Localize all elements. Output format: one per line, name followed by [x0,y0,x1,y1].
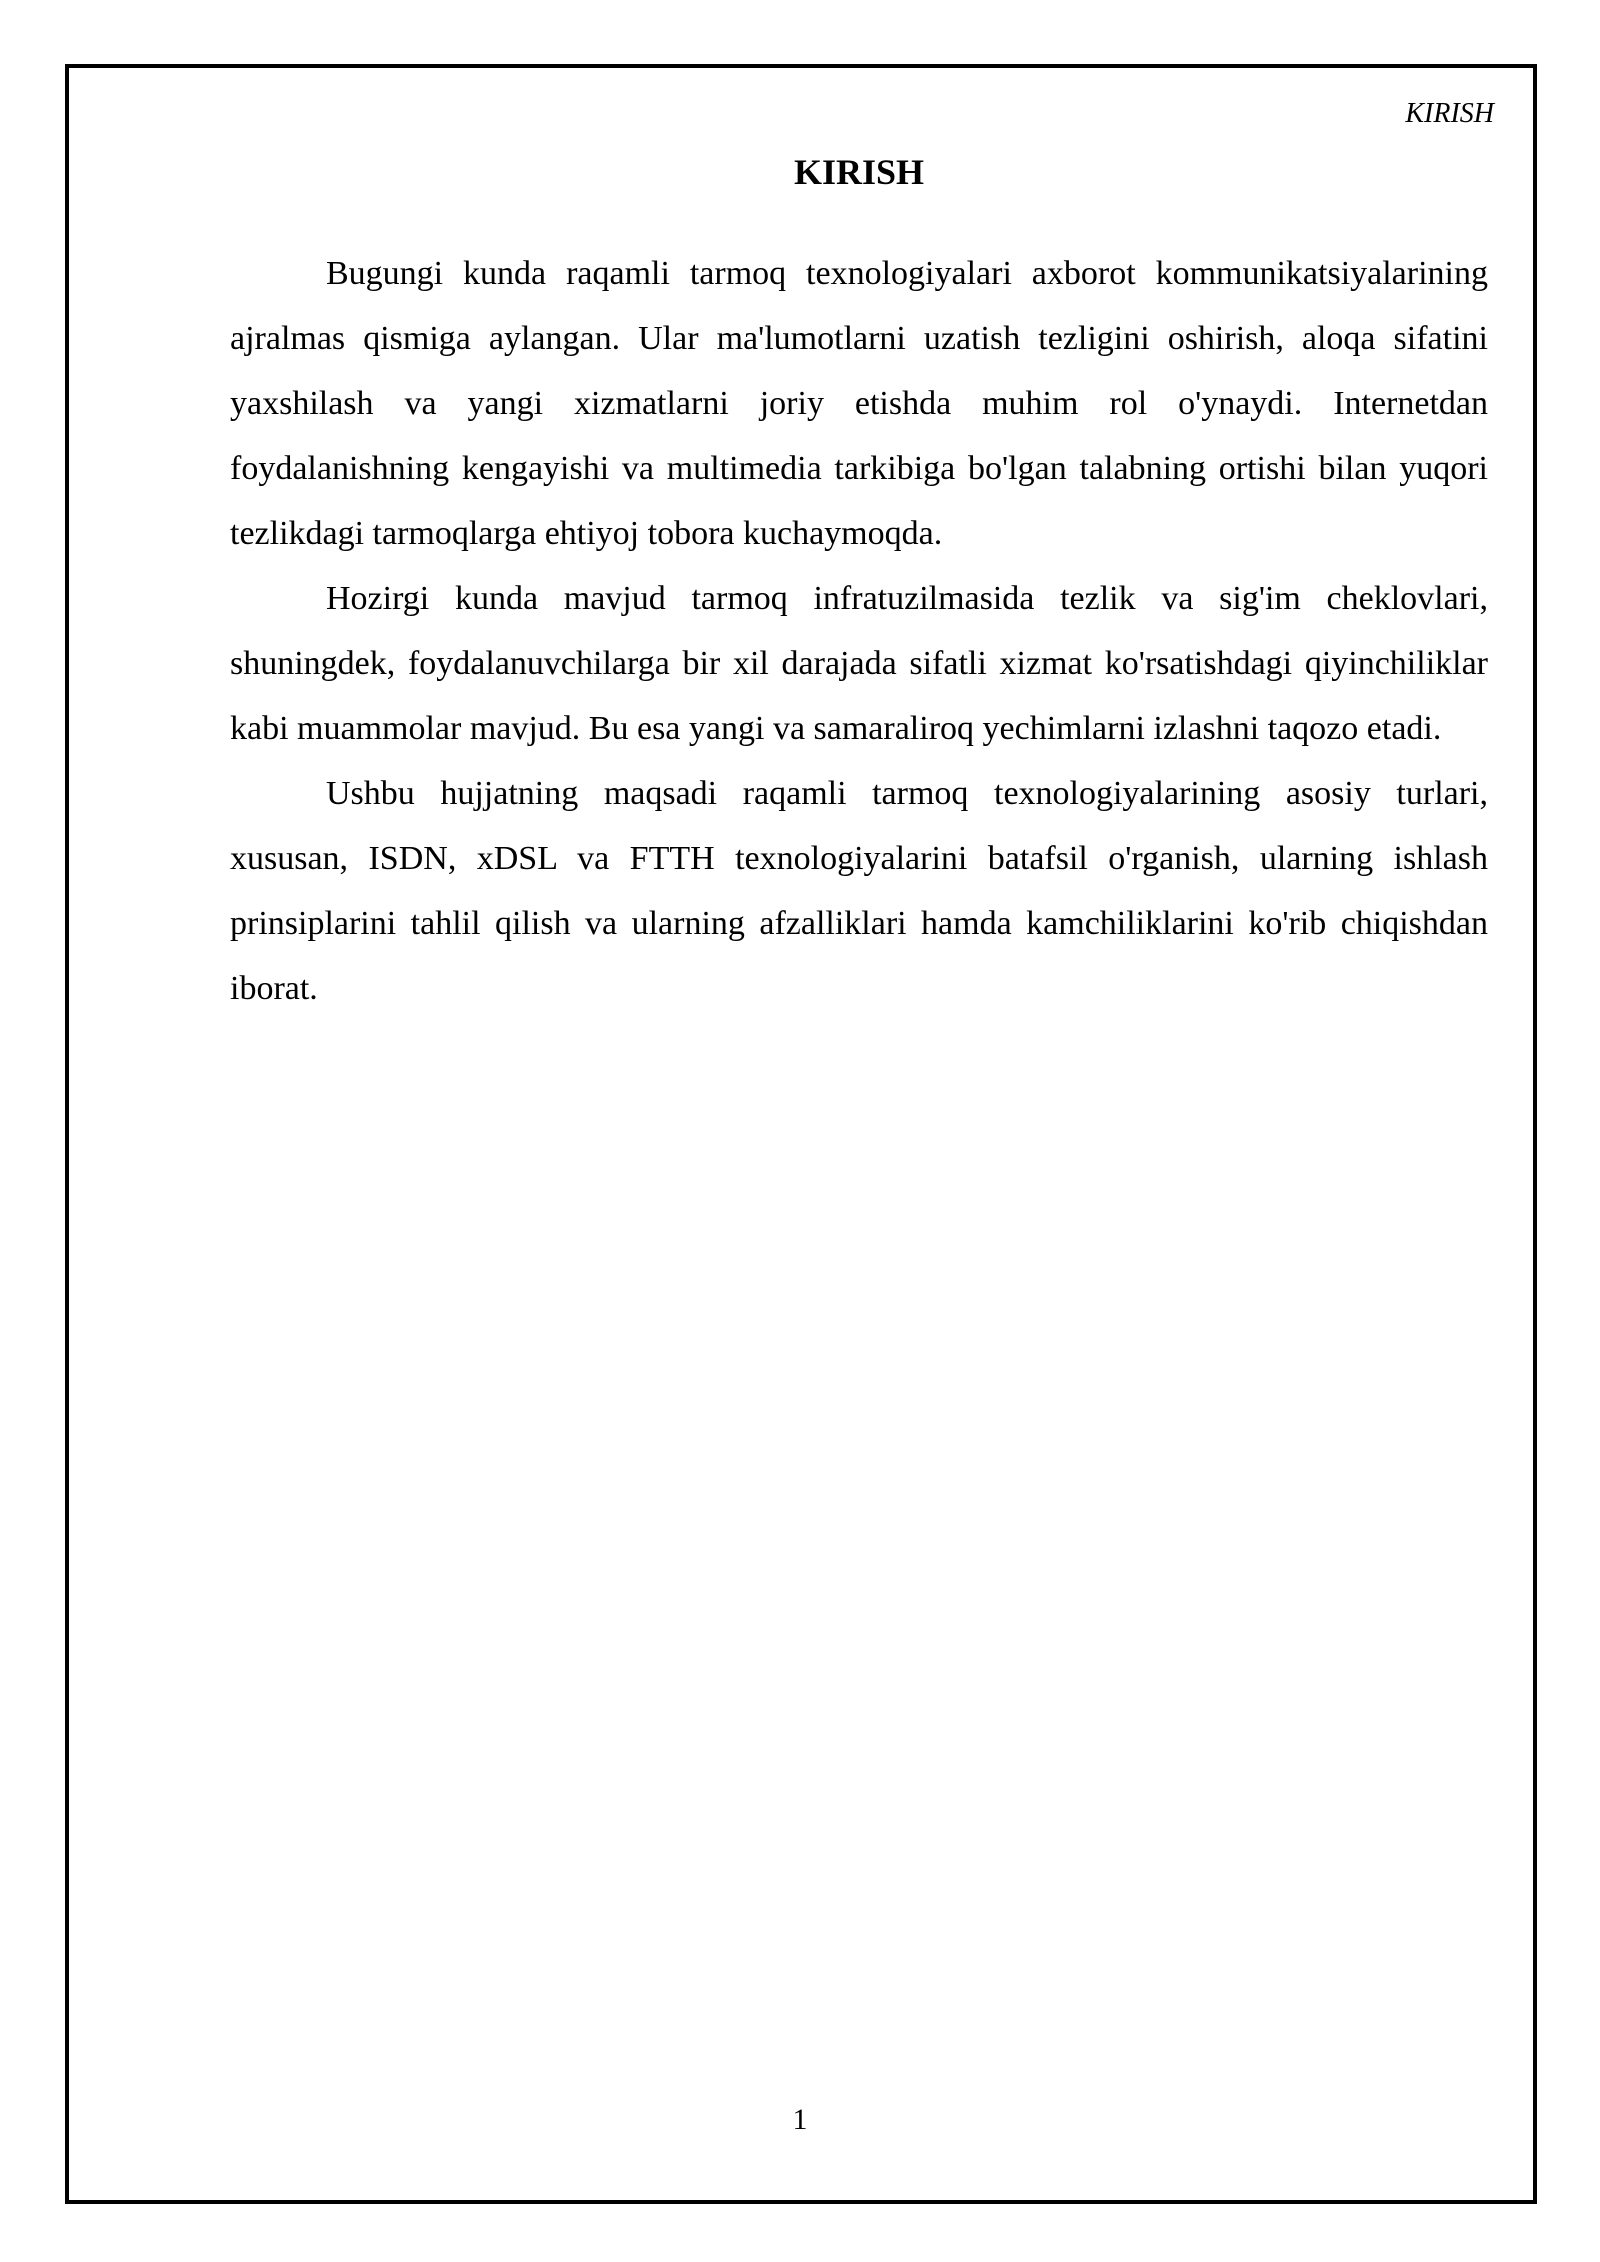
page-number: 1 [792,2103,808,2136]
running-header: KIRISH [1405,98,1494,129]
paragraph-3: Ushbu hujjatning maqsadi raqamli tarmoq texnologiyalarining asosiy turlari, xususan, ISDN, xDSL va FTTH texnologiyalarini batafsil o'rganish, ularning ishlash prinsiplarini tahlil qilish va ularning afzalliklari hamda kamchiliklarini ko'rib chiqishdan iborat. [230,775,1488,1007]
paragraph-2: Hozirgi kunda mavjud tarmoq infratuzilmasida tezlik va sig'im cheklovlari, shuningdek, foydalanuvchilarga bir xil darajada sifatli xizmat ko'rsatishdagi qiyinchiliklar kabi muammolar mavjud. Bu esa yangi va samaraliroq yechimlarni izlashni taqozo etadi. [230,580,1488,747]
page-title: KIRISH [793,152,925,192]
body-text [230,241,1488,1021]
paragraph-1: Bugungi kunda raqamli tarmoq texnologiyalari axborot kommunikatsiyalarining ajralmas qismiga aylangan. Ular ma'lumotlarni uzatish tezligini oshirish, aloqa sifatini yaxshilash va yangi xizmatlarni joriy etishda muhim rol o'ynaydi. Internetdan foydalanishning kengayishi va multimedia tarkibiga bo'lgan talabning ortishi bilan yuqori tezlikdagi tarmoqlarga ehtiyoj tobora kuchaymoqda. [230,255,1488,552]
